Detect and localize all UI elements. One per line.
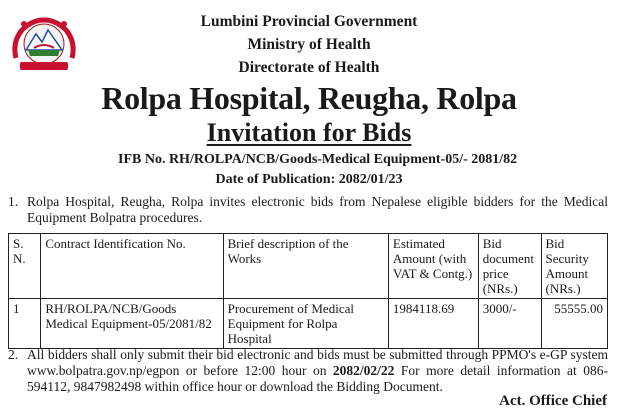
table-header-row: [9, 234, 608, 299]
ifb-number: IFB No. RH/ROLPA/NCB/Goods-Medical Equipment-05/- 2081/82: [118, 152, 518, 167]
cell-bid-security: 55555.00: [541, 299, 607, 349]
hospital-title: Rolpa Hospital, Reugha, Rolpa: [101, 80, 517, 116]
paragraph-1-number: 1.: [8, 194, 19, 209]
cell-sn: 1: [9, 299, 41, 349]
cell-estimated-amount: 1984118.69: [388, 299, 478, 349]
provincial-government-heading: Lumbini Provincial Government: [200, 13, 418, 30]
paragraph-2-number: 2.: [8, 347, 19, 362]
paragraph-1: [8, 194, 608, 226]
cell-doc-price: 3000/-: [478, 299, 541, 349]
header-estimated-amount: Estimated Amount (with VAT & Contg.): [388, 234, 478, 299]
header-doc-price: Bid document price (NRs.): [478, 234, 541, 299]
header-sn: S. N.: [9, 234, 41, 299]
paragraph-1-text: Rolpa Hospital, Reugha, Rolpa invites electronic bids from Nepalese eligible bidders for the Medical Equipment Bolpatra procedures.: [27, 194, 608, 225]
publication-date: Date of Publication: 2082/01/23: [215, 172, 403, 187]
office-chief-signature: Act. Office Chief: [499, 393, 607, 409]
paragraph-2-text-before: All bidders shall only submit their bid electronic and bids must be submitted through PPMO's e-GP system www.bolpatra.gov.np/egpon or before 12:00 hour on: [27, 347, 608, 378]
paragraph-2-text-after: For more detail information at 086-594112, 9847982498 within office hour or download the Bidding Document.: [27, 363, 608, 394]
header-contract-id: Contract Identification No.: [41, 234, 223, 299]
header-bid-security: Bid Security Amount (NRs.): [541, 234, 607, 299]
cell-contract-id: RH/ROLPA/NCB/Goods Medical Equipment-05/2081/82: [41, 299, 223, 349]
paragraph-2: [8, 347, 608, 395]
table-row: [9, 299, 608, 349]
header-description: Brief description of the Works: [223, 234, 388, 299]
ministry-heading: Ministry of Health: [247, 36, 371, 53]
directorate-heading: Directorate of Health: [238, 59, 380, 76]
bids-table: [8, 233, 608, 349]
cell-description: Procurement of Medical Equipment for Rolpa Hospital: [223, 299, 388, 349]
submission-deadline: 2082/02/22: [332, 363, 395, 378]
notice-title: Invitation for Bids: [206, 118, 412, 147]
paragraph-2-text: [8, 347, 608, 395]
